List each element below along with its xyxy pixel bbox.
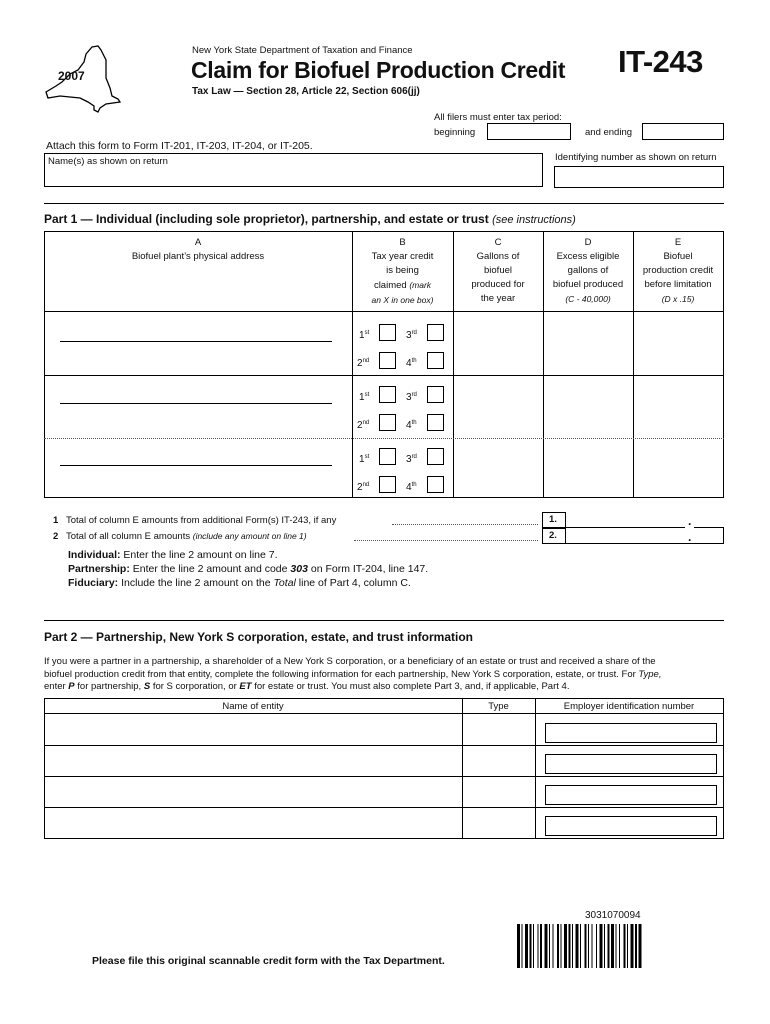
part2-intro-et: ET <box>239 681 252 692</box>
identifying-number-label: Identifying number as shown on return <box>555 152 717 163</box>
part2-intro-p: P <box>68 681 75 692</box>
q1-checkbox-row3[interactable] <box>379 448 396 465</box>
tax-law-reference: Tax Law — Section 28, Article 22, Section 606(jj) <box>192 86 420 97</box>
line2-box-text: 2. <box>549 530 557 541</box>
q3-label: 3rd <box>406 330 417 341</box>
line1-decimal-point: . <box>688 514 692 528</box>
col-b-line3-note: (mark <box>409 280 432 290</box>
part2-intro-line2-text: biofuel production credit from that entity, complete the following information for each partnership, New York S corporation, estate, or trust. For <box>44 668 636 680</box>
col-c-line1: Gallons of <box>476 251 520 262</box>
department-name: New York State Department of Taxation and Finance <box>192 45 413 56</box>
q4-checkbox-row1[interactable] <box>427 352 444 369</box>
part1-table-left <box>44 231 45 497</box>
period-ending-label: and ending <box>585 127 633 138</box>
part2-col-ein: Employer identification number <box>563 701 695 712</box>
part1-title <box>44 212 576 226</box>
part2-table-left <box>44 698 45 839</box>
partnership-instruction <box>68 563 428 575</box>
col-a-text: Biofuel plant’s physical address <box>131 251 265 262</box>
line1-text: Total of column E amounts from additional Form(s) IT-243, if any <box>66 515 337 526</box>
line1-box-label <box>542 512 566 528</box>
q1-checkbox-row2[interactable] <box>379 386 396 403</box>
barcode-icon <box>517 924 725 968</box>
fiduciary-text-a: Include the line 2 amount on the <box>121 577 271 589</box>
line2-number: 2 <box>53 531 59 542</box>
individual-label: Individual: <box>68 549 121 561</box>
col-e-header <box>633 236 723 306</box>
part1-title-note: (see instructions) <box>492 214 576 226</box>
period-ending-field[interactable] <box>642 123 724 140</box>
col-a-header <box>44 236 352 264</box>
q2-label: 2nd <box>357 482 370 493</box>
line2-text <box>66 531 307 542</box>
part2-table-bottom <box>44 838 724 839</box>
barcode-number: 3031070094 <box>585 910 641 921</box>
col-b-header <box>352 236 453 307</box>
ein-field-row1[interactable] <box>545 723 717 743</box>
part2-intro-line3 <box>44 681 734 694</box>
ein-field-row2[interactable] <box>545 754 717 774</box>
part2-intro-for-s-corp: for S corporation, or <box>152 681 237 692</box>
col-a-letter: A <box>194 237 202 248</box>
part2-header-bottom <box>44 713 724 714</box>
fiduciary-label: Fiduciary: <box>68 577 119 589</box>
col-c-line4: the year <box>480 293 516 304</box>
q1-checkbox-row1[interactable] <box>379 324 396 341</box>
col-b-line1: Tax year credit <box>371 251 434 262</box>
line2-leader <box>354 540 538 541</box>
fiduciary-text-b: line of Part 4, column C. <box>298 577 411 589</box>
individual-text: Enter the line 2 amount on line 7. <box>123 549 278 561</box>
tax-year: 2007 <box>58 69 85 83</box>
q4-label: 4th <box>406 358 417 369</box>
names-field[interactable] <box>44 153 543 187</box>
q1-label: 1st <box>359 392 370 403</box>
line1-number: 1 <box>53 515 59 526</box>
attach-instruction: Attach this form to Form IT-201, IT-203, IT-204, or IT-205. <box>46 140 313 152</box>
part1-header-bottom <box>44 311 724 312</box>
line2-text-note: (include any amount on line 1) <box>192 531 307 541</box>
col-c-letter: C <box>494 237 502 248</box>
q4-checkbox-row3[interactable] <box>427 476 444 493</box>
col-d-letter: D <box>584 237 592 248</box>
part2-intro-enter: enter <box>44 681 66 692</box>
part2-table-right <box>723 698 724 839</box>
q1-label: 1st <box>359 330 370 341</box>
col-c-line2: biofuel <box>484 265 512 276</box>
names-field-label: Name(s) as shown on return <box>48 156 168 167</box>
q3-label: 3rd <box>406 454 417 465</box>
part2-type-divider <box>462 698 463 839</box>
col-d-line3: biofuel produced <box>552 279 624 290</box>
period-beginning-label: beginning <box>434 127 476 138</box>
q4-checkbox-row2[interactable] <box>427 414 444 431</box>
line2-box-label <box>542 528 566 544</box>
part1-row2-bottom <box>44 438 724 439</box>
filing-note: Please file this original scannable credit form with the Tax Department. <box>92 955 445 967</box>
ein-field-row3[interactable] <box>545 785 717 805</box>
q1-label: 1st <box>359 454 370 465</box>
part1-table-bottom <box>44 497 724 498</box>
col-e-line2: production credit <box>642 265 714 276</box>
q2-label: 2nd <box>357 420 370 431</box>
part2-intro <box>44 656 734 694</box>
part2-row2-bottom <box>44 776 724 777</box>
q3-label: 3rd <box>406 392 417 403</box>
q3-checkbox-row1[interactable] <box>427 324 444 341</box>
q2-checkbox-row3[interactable] <box>379 476 396 493</box>
col-e-line1: Biofuel <box>663 251 693 262</box>
address-field-row1[interactable] <box>60 341 332 342</box>
part2-table-top <box>44 698 724 699</box>
individual-instruction <box>68 549 278 561</box>
part1-divider <box>44 620 724 621</box>
identifying-number-field[interactable] <box>554 166 724 188</box>
line2-decimal-point: . <box>688 530 692 544</box>
line1-box-text: 1. <box>549 514 557 525</box>
line2-amount-field[interactable] <box>566 528 724 544</box>
col-c-line3: produced for <box>471 279 525 290</box>
part2-intro-line1: If you were a partner in a partnership, a shareholder of a New York S corporation, or a beneficiary of an estate or trust and received a share of the <box>44 656 656 667</box>
part2-col-name: Name of entity <box>222 701 284 712</box>
col-e-line4: (D x .15) <box>661 294 695 304</box>
fiduciary-total: Total <box>273 577 296 589</box>
part1-title-text: Part 1 — Individual (including sole proprietor), partnership, and estate or trust <box>44 212 489 226</box>
address-field-row2[interactable] <box>60 403 332 404</box>
partnership-label: Partnership: <box>68 563 130 575</box>
ein-field-row4[interactable] <box>545 816 717 836</box>
part1-table-top <box>44 231 724 232</box>
part1-table-right <box>723 231 724 497</box>
fiduciary-instruction <box>68 577 411 589</box>
address-field-row3[interactable] <box>60 465 332 466</box>
part2-title: Part 2 — Partnership, New York S corporation, estate, and trust information <box>44 630 473 644</box>
form-title: Claim for Biofuel Production Credit <box>191 57 566 83</box>
col-d-line2: gallons of <box>567 265 609 276</box>
q3-checkbox-row2[interactable] <box>427 386 444 403</box>
part2-row1-bottom <box>44 745 724 746</box>
line1-leader <box>392 524 538 525</box>
partnership-code: 303 <box>290 563 308 575</box>
part2-intro-s: S <box>143 681 151 692</box>
part2-intro-rest: for estate or trust. You must also complete Part 3, and, if applicable, Part 4. <box>254 681 570 692</box>
partnership-text-a: Enter the line 2 amount and code <box>132 563 288 575</box>
part2-intro-type: Type, <box>638 668 662 680</box>
part1-row1-bottom <box>44 375 724 376</box>
q2-checkbox-row1[interactable] <box>379 352 396 369</box>
col-b-line3 <box>352 278 453 293</box>
q2-label: 2nd <box>357 358 370 369</box>
part2-row3-bottom <box>44 807 724 808</box>
col-e-line3: before limitation <box>644 279 712 290</box>
part2-ein-divider <box>535 698 536 839</box>
q2-checkbox-row2[interactable] <box>379 414 396 431</box>
col-d-header <box>543 236 633 306</box>
line2-text-main: Total of all column E amounts <box>66 531 191 542</box>
q3-checkbox-row3[interactable] <box>427 448 444 465</box>
col-b-line3-text: claimed <box>373 280 407 291</box>
col-d-line1: Excess eligible <box>556 251 620 262</box>
partnership-text-b: on Form IT-204, line 147. <box>310 563 429 575</box>
form-number: IT-243 <box>618 44 703 79</box>
part2-intro-line2 <box>44 669 734 682</box>
period-beginning-field[interactable] <box>487 123 571 140</box>
tax-period-instruction: All filers must enter tax period: <box>434 112 562 123</box>
header-divider <box>44 203 724 204</box>
col-b-line2: is being <box>386 265 419 276</box>
part2-col-type: Type <box>488 701 509 712</box>
col-e-letter: E <box>674 237 682 248</box>
col-b-letter: B <box>399 237 406 248</box>
col-b-line4: an X in one box) <box>371 295 434 305</box>
col-c-header <box>453 236 543 306</box>
q4-label: 4th <box>406 482 417 493</box>
q4-label: 4th <box>406 420 417 431</box>
col-d-line4: (C - 40,000) <box>565 294 611 304</box>
part2-intro-for-partnership: for partnership, <box>77 681 142 692</box>
